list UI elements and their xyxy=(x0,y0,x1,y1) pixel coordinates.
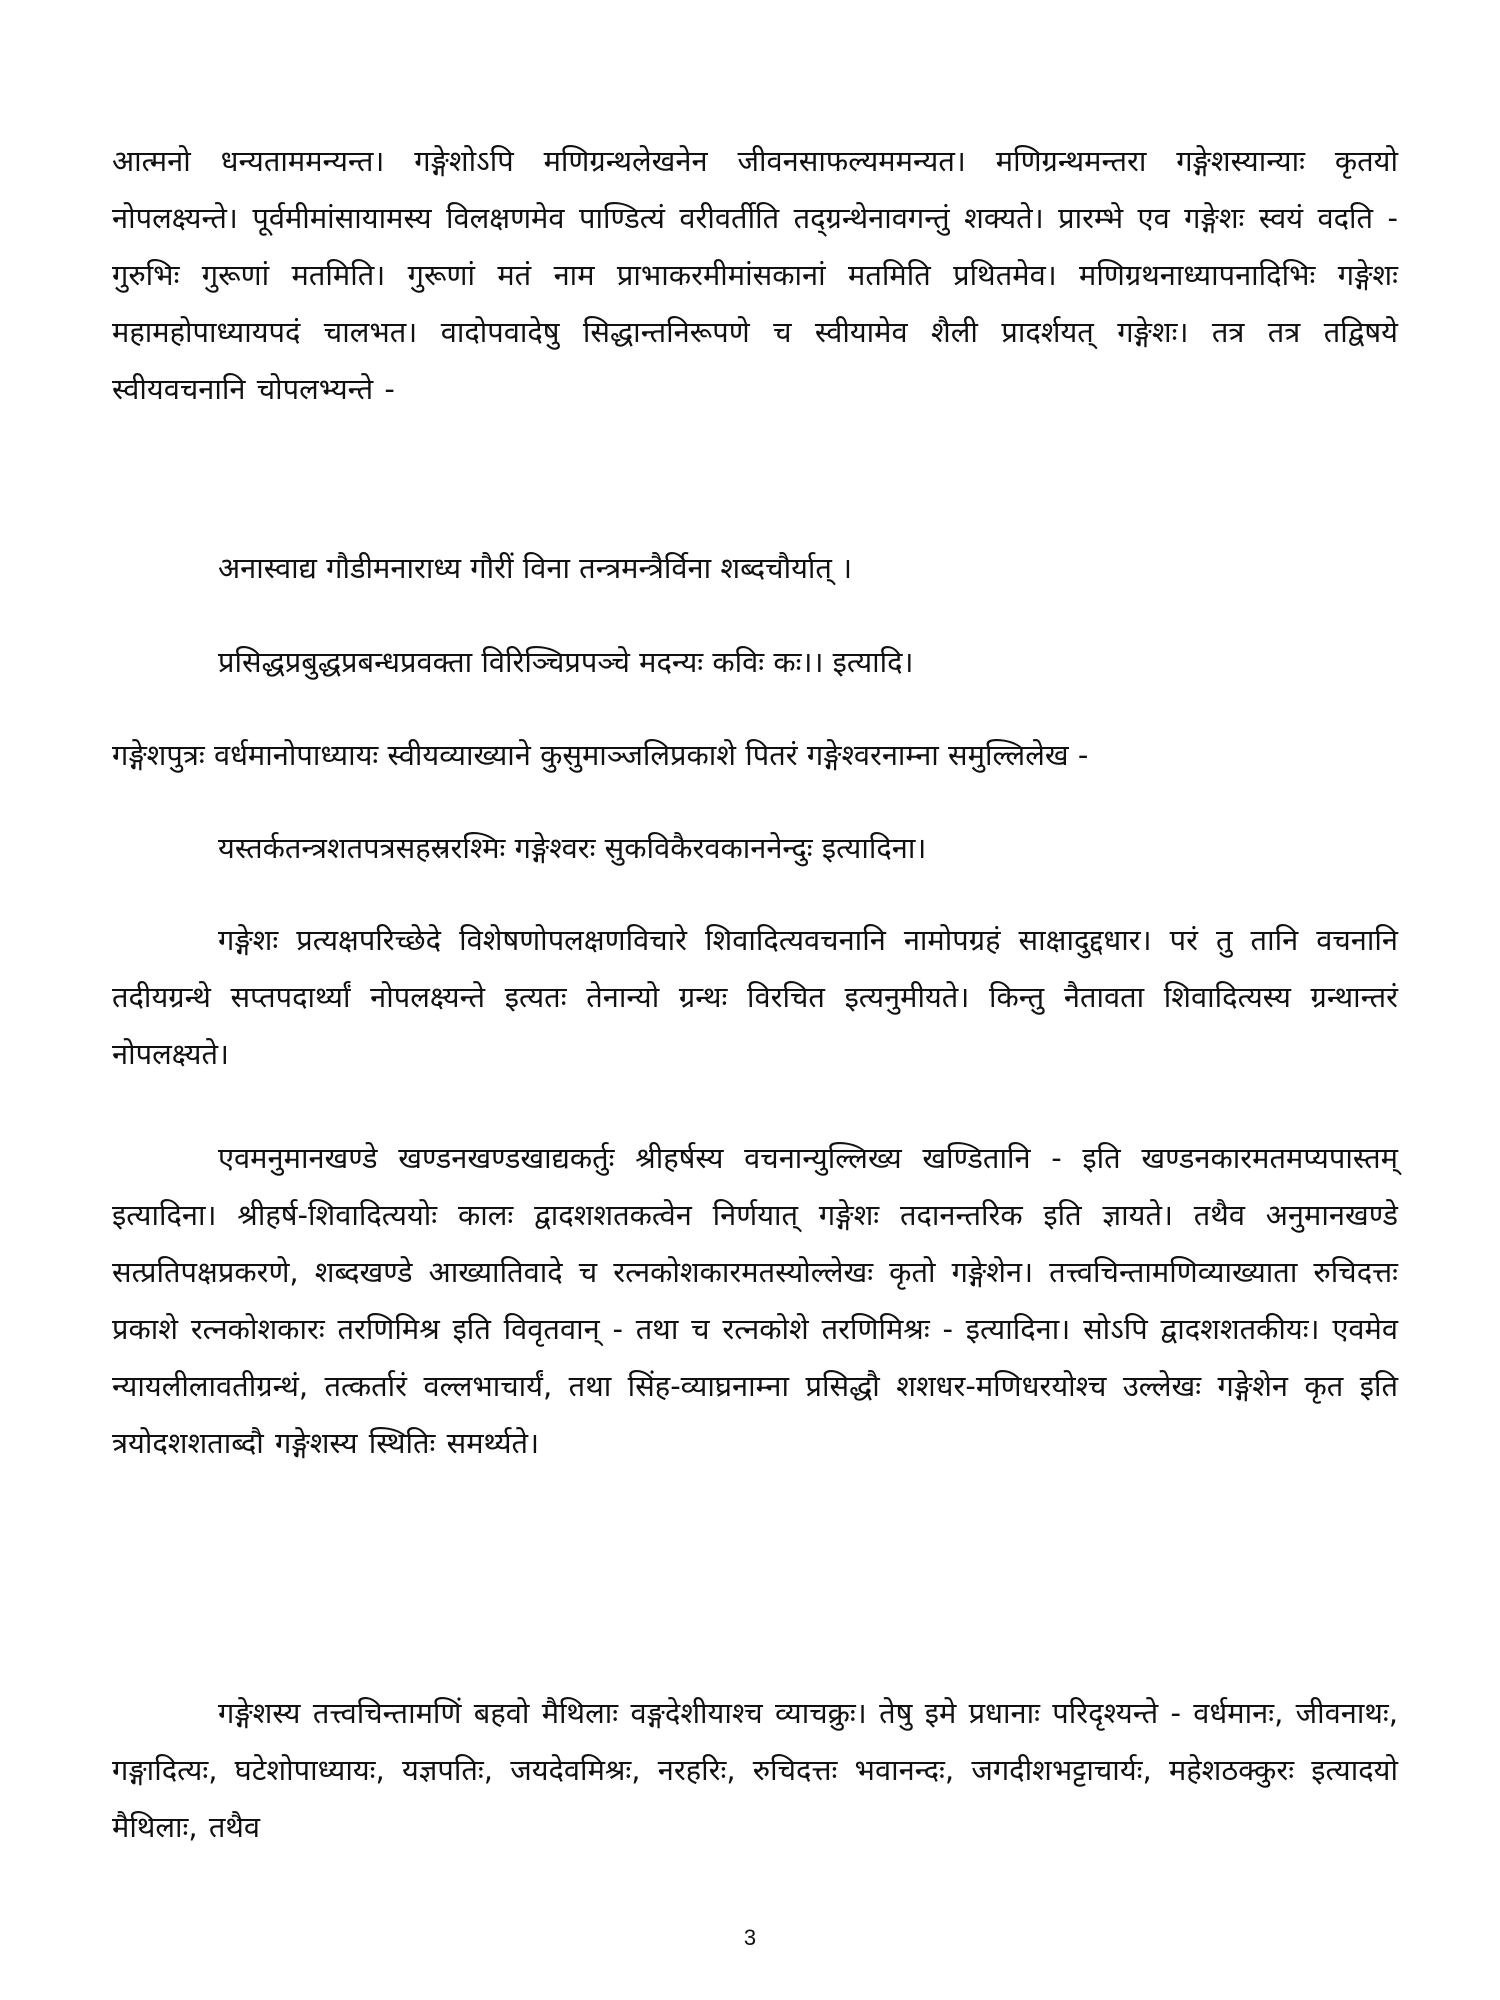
verse-line-1: अनास्वाद्य गौडीमनाराध्य गौरीं विना तन्त्रमन्त्रैर्विना शब्दचौर्यात् । xyxy=(218,551,853,585)
paragraph-line-3: गङ्गेशपुत्रः वर्धमानोपाध्यायः स्वीयव्याख्याने कुसुमाञ्जलिप्रकाशे पितरं गङ्गेश्वरनाम्ना समुल्लिलेख - xyxy=(112,738,1089,772)
verse-line-3: यस्तर्कतन्त्रशतपत्रसहस्ररश्मिः गङ्गेश्वरः सुकविकैरवकाननेन्दुः इत्यादिना। xyxy=(218,831,927,865)
paragraph-3: एवमनुमानखण्डे खण्डनखण्डखाद्यकर्तुः श्रीहर्षस्य वचनान्युल्लिख्य खण्डितानि - इति खण्डनकारमतमप्यपास्तम् इत्यादिना। श्रीहर्ष-शिवादित्ययोः कालः द्वादशशतकत्वेन निर्णयात् गङ्गेशः तदानन्तरिक इति ज्ञायते। तथैव अनुमानखण्डे सत्प्रतिपक्षप्रकरणे, शब्दखण्डे आख्यातिवादे च रत्नकोशकारमतस्योल्लेखः कृतो गङ्गेशेन। तत्त्वचिन्तामणिव्याख्याता रुचिदत्तः प्रकाशे रत्नकोशकारः तरणिमिश्र इति विवृतवान् - तथा च रत्नकोशे तरणिमिश्रः - इत्यादिना। सोऽपि द्वादशशतकीयः। एवमेव न्यायलीलावतीग्रन्थं, तत्कर्तारं वल्लभाचार्यं, तथा सिंह-व्याघ्रनाम्ना प्रसिद्धौ शशधर-मणिधरयोश्च उल्लेखः गङ्गेशेन कृत इति त्रयोदशशताब्दौ गङ्गेशस्य स्थितिः समर्थ्यते। xyxy=(112,1141,1398,1460)
verse-line-2: प्रसिद्धप्रबुद्धप्रबन्धप्रवक्ता विरिञ्चिप्रपञ्चे मदन्यः कविः कः।। इत्यादि। xyxy=(218,645,914,679)
paragraph-1: आत्मनो धन्यताममन्यन्त। गङ्गेशोऽपि मणिग्रन्थलेखनेन जीवनसाफल्यममन्यत। मणिग्रन्थमन्तरा गङ्गेशस्यान्याः कृतयो नोपलक्ष्यन्ते। पूर्वमीमांसायामस्य विलक्षणमेव पाण्डित्यं वरीवर्तीति तद्ग्रन्थेनावगन्तुं शक्यते। प्रारम्भे एव गङ्गेशः स्वयं वदति - गुरुभिः गुरूणां मतमिति। गुरूणां मतं नाम प्राभाकरमीमांसकानां मतमिति प्रथितमेव। मणिग्रथनाध्यापनादिभिः गङ्गेशः महामहोपाध्यायपदं चालभत। वादोपवादेषु सिद्धान्तनिरूपणे च स्वीयामेव शैली प्रादर्शयत् गङ्गेशः। तत्र तत्र तद्विषये स्वीयवचनानि चोपलभ्यन्ते - xyxy=(112,144,1398,406)
page-number: 3 xyxy=(743,1925,757,1950)
paragraph-4: गङ्गेशस्य तत्त्वचिन्तामणिं बहवो मैथिलाः वङ्गदेशीयाश्च व्याचक्रुः। तेषु इमे प्रधानाः परिदृश्यन्ते - वर्धमानः, जीवनाथः, गङ्गादित्यः, घटेशोपाध्यायः, यज्ञपतिः, जयदेवमिश्रः, नरहरिः, रुचिदत्तः भवानन्दः, जगदीशभट्टाचार्यः, महेशठक्कुरः इत्यादयो मैथिलाः, तथैव xyxy=(112,1696,1398,1844)
paragraph-2: गङ्गेशः प्रत्यक्षपरिच्छेदे विशेषणोपलक्षणविचारे शिवादित्यवचनानि नामोपग्रहं साक्षादुद्दधार। परं तु तानि वचनानि तदीयग्रन्थे सप्तपदार्थ्यां नोपलक्ष्यन्ते इत्यतः तेनान्यो ग्रन्थः विरचित इत्यनुमीयते। किन्तु नैतावता शिवादित्यस्य ग्रन्थान्तरं नोपलक्ष्यते। xyxy=(112,923,1398,1071)
